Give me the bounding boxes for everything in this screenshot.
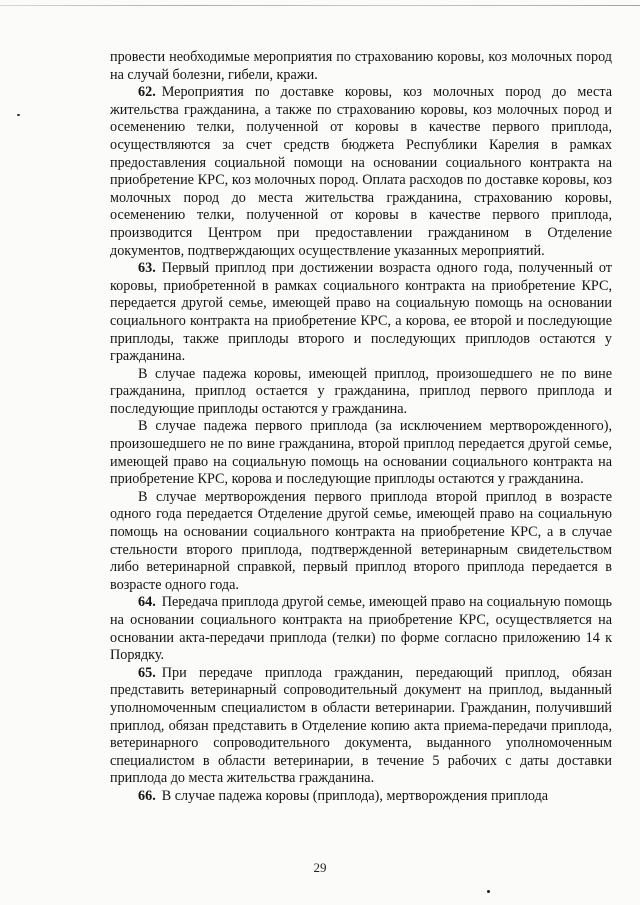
paragraph-62 [110,84,612,260]
paragraph-text: В случае падежа первого приплода (за исключением мертворожденного), произошедшего не по вине гражданина, второй приплод передается другой семье, имеющей право на социальную помощь на основании социального контракта на приобретение КРС, корова и последующие приплоды остаются у гражданина. [110,418,612,488]
paragraph-number: 65. [138,664,156,681]
paragraph-text: провести необходимые мероприятия по страхованию коровы, коз молочных пород на случай болезни, гибели, кражи. [110,49,612,83]
paragraph-66 [110,788,612,806]
margin-mark [17,114,20,116]
paragraph-text: В случае падежа коровы (приплода), мертворождения приплода [161,787,549,804]
document-body [110,49,612,806]
paragraph-text: При передаче приплода гражданин, передающий приплод, обязан представить ветеринарный сопроводительный документ на приплод, выданный уполномоченным специалистом в области ветеринарии. Гражданин, получивший приплод, обязан представить в Отделение копию акта приема-передачи приплода, ветеринарного сопроводительного документа, выданного уполномоченным специалистом в области ветеринарии, в течение 5 рабочих с даты доставки приплода до места жительства гражданина. [110,664,612,787]
paragraph [110,49,612,84]
paragraph-text: Первый приплод при достижении возраста одного года, полученный от коровы, приобретенной в рамках социального контракта на приобретение КРС, передается другой семье, имеющей право на социальную помощь на основании социального контракта на приобретение КРС, а корова, ее второй и последующие приплоды, также приплоды второго и последующих приплодов остаются у гражданина. [110,260,612,365]
page-number: 29 [313,860,327,875]
paragraph-number: 66. [138,787,156,804]
paragraph-text: В случае падежа коровы, имеющей приплод, произошедшего не по вине гражданина, приплод остается у гражданина, приплод первого приплода и последующие приплоды остаются у гражданина. [110,365,612,417]
paragraph [110,366,612,419]
scan-speck [487,890,490,893]
paragraph-number: 64. [138,594,156,611]
paragraph-number: 62. [138,84,156,101]
paragraph-65 [110,665,612,788]
paragraph [110,418,612,488]
paragraph-text: Передача приплода другой семье, имеющей право на социальную помощь на основании социального контракта на приобретение КРС, осуществляется на основании акта-передачи приплода (телки) по форме согласно приложению 14 к Порядку. [110,594,612,664]
paragraph-number: 63. [138,260,156,277]
paragraph-63 [110,260,612,366]
paragraph-64 [110,594,612,664]
paragraph [110,489,612,595]
paragraph-text: В случае мертворождения первого приплода второй приплод в возрасте одного года передается Отделение другой семье, имеющей право на социальную помощь на основании социального контракта на приобретение КРС, а в случае стельности второго приплода, подтвержденной ветеринарным свидетельством либо ветеринарной справкой, первый приплод второго приплода передается в возрасте одного года. [110,488,612,593]
scan-top-edge [0,5,640,6]
paragraph-text: Мероприятия по доставке коровы, коз молочных пород до места жительства гражданина, а также по страхованию коровы, коз молочных пород и осеменению телки, полученной от коровы в качестве первого приплода, осуществляются за счет средств бюджета Республики Карелия в рамках предоставления социальной помощи на основании социального контракта на приобретение КРС, коз молочных пород. Оплата расходов по доставке коровы, коз молочных пород до места жительства гражданина, страхованию коровы, осеменению телки, полученной от коровы в качестве первого приплода, производится Центром при предоставлении гражданином в Отделение документов, подтверждающих осуществление указанных мероприятий. [110,84,612,259]
